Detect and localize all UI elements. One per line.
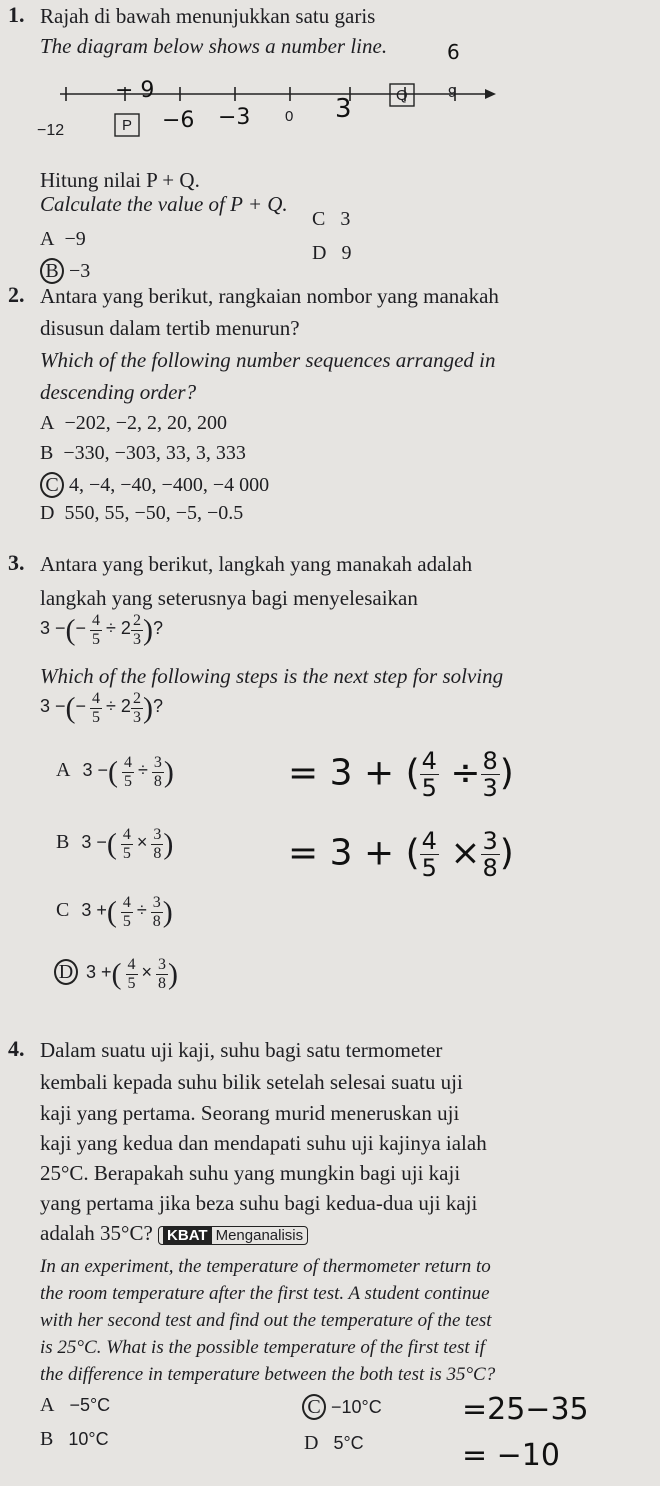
option-letter: A [56,759,71,782]
q1-number: 1. [8,2,25,27]
q4-ms-line7: adalah 35°C? KBAT Menganalisis [40,1221,308,1246]
q4-ms-line4: kaji yang kedua dan mendapati suhu uji kajinya ialah [40,1131,487,1155]
selected-circle-icon: D [54,959,78,985]
option-letter: D [40,502,55,524]
q2-option-a[interactable] [40,412,227,435]
q3-expression-en: 3 −(− $\frac{4}{5}$ ÷ 2 $\frac{2}{3}$ )? [40,690,163,726]
q4-ms-line5: 25°C. Berapakah suhu yang mungkin bagi uji kaji [40,1161,461,1185]
option-text: 3 [340,208,351,230]
option-text: −202, −2, 2, 20, 200 [64,412,228,434]
option-text: 4, −4, −40, −400, −4 000 [69,474,270,496]
hw-minus3: −3 [218,105,251,130]
q4-ms-line3: kaji yang pertama. Seorang murid meneruskan uji [40,1101,460,1125]
q2-line2-en: descending order? [40,380,197,404]
hw-minus9: − 9 [115,78,155,103]
option-text: 5°C [333,1433,364,1453]
q1-prompt-en: The diagram below shows a number line. [40,34,388,58]
q2-option-b[interactable] [40,442,246,465]
q3-option-a[interactable]: A 3 −( $\frac{4}{5}$ ÷ $\frac{3}{8}$ ) [56,754,174,790]
option-text: −330, −303, 33, 3, 333 [63,442,246,464]
q3-option-b[interactable]: B 3 −( $\frac{4}{5}$ × $\frac{3}{8}$ ) [56,826,174,862]
q3-option-c[interactable]: C 3 +( $\frac{4}{5}$ ÷ $\frac{3}{8}$ ) [56,894,173,930]
q4-en-line4: is 25°C. What is the possible temperature of the first test if [40,1337,485,1358]
option-letter: B [40,1428,54,1450]
option-text: 550, 55, −50, −5, −0.5 [64,502,244,524]
q2-line1-en: Which of the following number sequences arranged in [40,348,496,372]
option-text: −5°C [69,1395,111,1415]
q4-en-line2: the room temperature after the first test. A student continue [40,1283,490,1304]
nl-label-q: Q [396,87,408,104]
q3-line1-en: Which of the following steps is the next step for solving [40,664,504,688]
option-letter: C [312,208,326,230]
option-letter: D [304,1432,319,1454]
option-text: −9 [64,228,86,250]
q3-line2-ms: langkah yang seterusnya bagi menyelesaikan [40,586,418,610]
q3-number: 3. [8,550,25,575]
q2-option-d[interactable] [40,502,243,525]
nl-label-minus12: −12 [37,122,65,139]
q4-ms-line6: yang pertama jika beza suhu bagi kedua-dua uji kaji [40,1191,478,1215]
option-text: −10°C [331,1397,382,1417]
hw-q4-line2: = −10 [462,1438,560,1473]
option-letter: A [40,412,55,434]
q1-option-c[interactable] [312,208,350,231]
hw-q3-a: = 3 + ( $\frac{4}{5}$ ÷ $\frac{8}{3}$ ) [288,747,514,802]
hw-minus6: −6 [162,108,195,133]
number-line [30,52,500,142]
q2-number: 2. [8,282,25,307]
q4-option-d[interactable] [304,1432,364,1455]
q1-option-b[interactable] [40,258,90,284]
option-letter: A [40,228,55,250]
q4-en-line3: with her second test and find out the temperature of the test [40,1310,492,1331]
option-text: −3 [69,260,91,282]
hw-3: 3 [335,94,352,124]
q1-ask-ms: Hitung nilai P + Q. [40,168,200,192]
q3-line1-ms: Antara yang berikut, langkah yang manakah adalah [40,552,473,576]
q1-option-a[interactable] [40,228,86,251]
q3-option-d[interactable]: D 3 +( $\frac{4}{5}$ × $\frac{3}{8}$ ) [54,956,178,993]
q4-ms-line2: kembali kepada suhu bilik setelah selesai suatu uji [40,1070,463,1094]
number-line-arrow [485,89,496,99]
hw-q4-line1: =25−35 [462,1392,589,1427]
q4-en-line5: the difference in temperature between the both test is 35°C? [40,1364,496,1385]
nl-label-p: P [122,117,133,134]
kbat-badge: KBAT Menganalisis [158,1226,308,1245]
q1-option-d[interactable] [312,242,351,265]
selected-circle-icon: C [302,1394,326,1420]
q4-option-b[interactable] [40,1428,109,1451]
selected-circle-icon: B [40,258,64,284]
q1-prompt-ms: Rajah di bawah menunjukkan satu garis [40,4,376,28]
q1-ask-en: Calculate the value of P + Q. [40,192,288,216]
option-text: 9 [341,242,352,264]
q4-option-a[interactable] [40,1394,110,1417]
q4-en-line1: In an experiment, the temperature of thermometer return to [40,1256,491,1277]
hw-q3-b: = 3 + ( $\frac{4}{5}$ × $\frac{3}{8}$ ) [288,827,514,882]
q3-expression-ms: 3 −(− $\frac{4}{5}$ ÷ 2 $\frac{2}{3}$ )? [40,612,163,648]
q4-option-c[interactable] [302,1394,382,1420]
option-text: 10°C [68,1429,109,1449]
nl-label-zero: 0 [285,108,294,125]
selected-circle-icon: C [40,472,64,498]
option-letter: B [40,442,54,464]
q2-line2-ms: disusun dalam tertib menurun? [40,316,300,340]
option-letter: C [56,899,70,922]
option-letter: A [40,1394,55,1416]
q4-ms-line1: Dalam suatu uji kaji, suhu bagi satu termometer [40,1038,443,1062]
option-letter: D [312,242,327,264]
q2-option-c[interactable] [40,472,269,498]
q4-number: 4. [8,1036,25,1061]
q2-line1-ms: Antara yang berikut, rangkaian nombor yang manakah [40,284,499,308]
hw-6: 6 [447,40,460,64]
option-letter: B [56,831,70,854]
nl-label-9: 9 [448,84,457,101]
